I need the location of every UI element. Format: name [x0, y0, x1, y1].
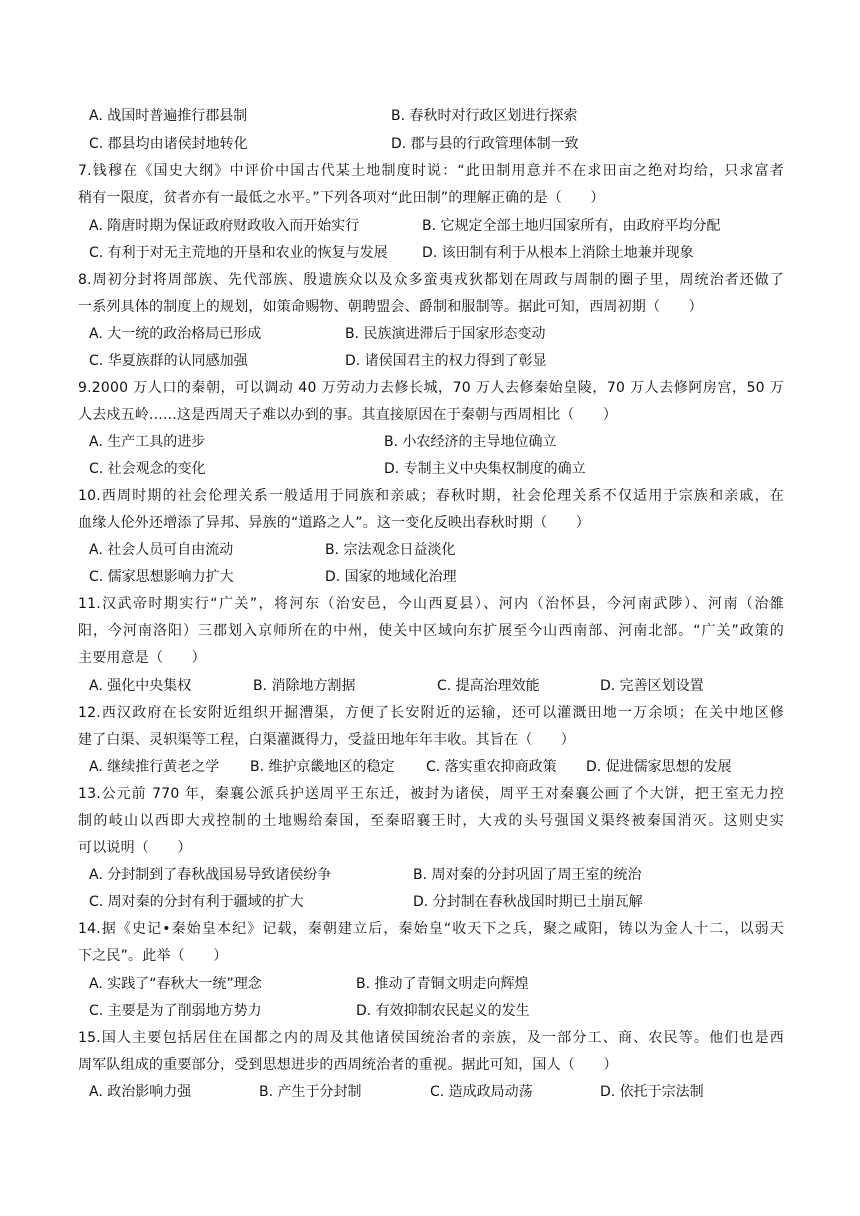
q11-stem-line-1: 11.汉武帝时期实行“广关”，将河东（治安邑，今山西夏县）、河内（治怀县，今河南武陟）、河南（治雒: [78, 596, 784, 612]
q13-stem-line-1: 13.公元前 770 年，秦襄公派兵护送周平王东迁，被封为诸侯，周平王对秦襄公画了个大饼，把王室无力控: [78, 786, 784, 802]
q9-option-b[interactable]: B. 小农经济的主导地位确立: [384, 434, 557, 450]
q11-option-c[interactable]: C. 提高治理效能: [437, 678, 540, 694]
q13-stem-line-2: 制的岐山以西即大戎控制的土地赐给秦国，至秦昭襄王时，大戎的头号强国义渠终被秦国消灭。这则史实: [78, 813, 784, 829]
q12-option-b[interactable]: B. 维护京畿地区的稳定: [250, 759, 395, 775]
q6-option-d[interactable]: D. 郡与县的行政管理体制一致: [391, 136, 579, 152]
q6-option-a[interactable]: A. 战国时普遍推行郡县制: [89, 108, 248, 124]
q10-option-d[interactable]: D. 国家的地域化治理: [325, 569, 457, 585]
q7-option-c[interactable]: C. 有利于对无主荒地的开垦和农业的恢复与发展: [89, 245, 388, 261]
q7-stem-line-2: 稍有一限度，贫者亦有一最低之水平。”下列各项对“此田制”的理解正确的是（ ）: [78, 190, 605, 206]
q7-option-d[interactable]: D. 该田制有利于从根本上消除土地兼并现象: [422, 245, 694, 261]
q8-stem-line-1: 8.周初分封将周部族、先代部族、殷遗族众以及众多蛮夷戎狄都划在周政与周制的圈子里，周统治者还做了: [78, 272, 784, 288]
q12-option-a[interactable]: A. 继续推行黄老之学: [89, 759, 220, 775]
q12-stem-line-1: 12.西汉政府在长安附近组织开掘漕渠，方便了长安附近的运输，还可以灌溉田地一万余顷；在关中地区修: [78, 705, 784, 721]
q9-option-a[interactable]: A. 生产工具的进步: [89, 434, 206, 450]
q14-option-d[interactable]: D. 有效抑制农民起义的发生: [356, 1003, 530, 1019]
q10-option-b[interactable]: B. 宗法观念日益淡化: [325, 542, 456, 558]
q14-stem-line-1: 14.据《史记•秦始皇本纪》记载，秦朝建立后，秦始皇“收天下之兵，聚之咸阳，铸以为金人十二，以弱天: [78, 921, 784, 937]
q10-option-a[interactable]: A. 社会人员可自由流动: [89, 542, 234, 558]
q11-option-a[interactable]: A. 强化中央集权: [89, 678, 192, 694]
q12-stem-line-2: 建了白渠、灵轵渠等工程，白渠灌溉得力，受益田地年年丰收。其旨在（ ）: [78, 732, 575, 748]
q12-option-d[interactable]: D. 促进儒家思想的发展: [586, 759, 732, 775]
q11-stem-line-3: 主要用意是（ ）: [78, 650, 206, 666]
q9-stem-line-1: 9.2000 万人口的秦朝，可以调动 40 万劳动力去修长城，70 万人去修秦始皇陵，70 万人去修阿房宫，50 万: [78, 380, 784, 396]
q8-stem-line-2: 一系列具体的制度上的规划，如策命赐物、朝聘盟会、爵制和服制等。据此可知，西周初期（ ）: [78, 299, 703, 315]
q15-option-d[interactable]: D. 依托于宗法制: [600, 1084, 704, 1100]
q14-stem-line-2: 下之民”。此举（ ）: [78, 948, 228, 964]
q11-option-d[interactable]: D. 完善区划设置: [600, 678, 704, 694]
q13-option-b[interactable]: B. 周对秦的分封巩固了周王室的统治: [413, 867, 642, 883]
q7-option-b[interactable]: B. 它规定全部土地归国家所有，由政府平均分配: [422, 218, 721, 234]
q8-option-c[interactable]: C. 华夏族群的认同感加强: [89, 353, 248, 369]
q14-option-b[interactable]: B. 推动了青铜文明走向辉煌: [356, 976, 529, 992]
q10-option-c[interactable]: C. 儒家思想影响力扩大: [89, 569, 234, 585]
q8-option-b[interactable]: B. 民族演进滞后于国家形态变动: [345, 326, 546, 342]
q15-option-b[interactable]: B. 产生于分封制: [259, 1084, 362, 1100]
q11-stem-line-2: 阳，今河南洛阳）三郡划入京师所在的中州，使关中区域向东扩展至今山西南部、河南北部。“广关”政策的: [78, 623, 784, 639]
q7-stem-line-1: 7.钱穆在《国史大纲》中评价中国古代某土地制度时说：“此田制用意并不在求田亩之绝对均给，只求富者: [78, 163, 784, 179]
q10-stem-line-2: 血缘人伦外还增添了异邦、异族的“道路之人”。这一变化反映出春秋时期（ ）: [78, 515, 590, 531]
q8-option-d[interactable]: D. 诸侯国君主的权力得到了彰显: [345, 353, 547, 369]
q13-option-c[interactable]: C. 周对秦的分封有利于疆域的扩大: [89, 894, 304, 910]
q13-option-d[interactable]: D. 分封制在春秋战国时期已土崩瓦解: [413, 894, 643, 910]
q8-option-a[interactable]: A. 大一统的政治格局已形成: [89, 326, 262, 342]
q9-option-d[interactable]: D. 专制主义中央集权制度的确立: [384, 461, 586, 477]
q6-option-c[interactable]: C. 郡县均由诸侯封地转化: [89, 136, 248, 152]
q11-option-b[interactable]: B. 消除地方割据: [253, 678, 356, 694]
q9-stem-line-2: 人去戍五岭......这是西周天子难以办到的事。其直接原因在于秦朝与西周相比（ ）: [78, 407, 618, 423]
q9-option-c[interactable]: C. 社会观念的变化: [89, 461, 206, 477]
q15-stem-line-1: 15.国人主要包括居住在国都之内的周及其他诸侯国统治者的亲族，及一部分工、商、农民等。他们也是西: [78, 1030, 784, 1046]
q14-option-c[interactable]: C. 主要是为了削弱地方势力: [89, 1003, 262, 1019]
q12-option-c[interactable]: C. 落实重农抑商政策: [426, 759, 557, 775]
q13-option-a[interactable]: A. 分封制到了春秋战国易导致诸侯纷争: [89, 867, 332, 883]
q10-stem-line-1: 10.西周时期的社会伦理关系一般适用于同族和亲戚；春秋时期，社会伦理关系不仅适用于宗族和亲戚，在: [78, 488, 784, 504]
q7-option-a[interactable]: A. 隋唐时期为保证政府财政收入而开始实行: [89, 218, 360, 234]
q13-stem-line-3: 可以说明（ ）: [78, 840, 192, 856]
q15-stem-line-2: 周军队组成的重要部分，受到思想进步的西周统治者的重视。据此可知，国人（ ）: [78, 1057, 618, 1073]
q6-option-b[interactable]: B. 春秋时对行政区划进行探索: [391, 108, 578, 124]
q15-option-a[interactable]: A. 政治影响力强: [89, 1084, 192, 1100]
q15-option-c[interactable]: C. 造成政局动荡: [430, 1084, 533, 1100]
q14-option-a[interactable]: A. 实践了“春秋大一统”理念: [89, 976, 262, 992]
